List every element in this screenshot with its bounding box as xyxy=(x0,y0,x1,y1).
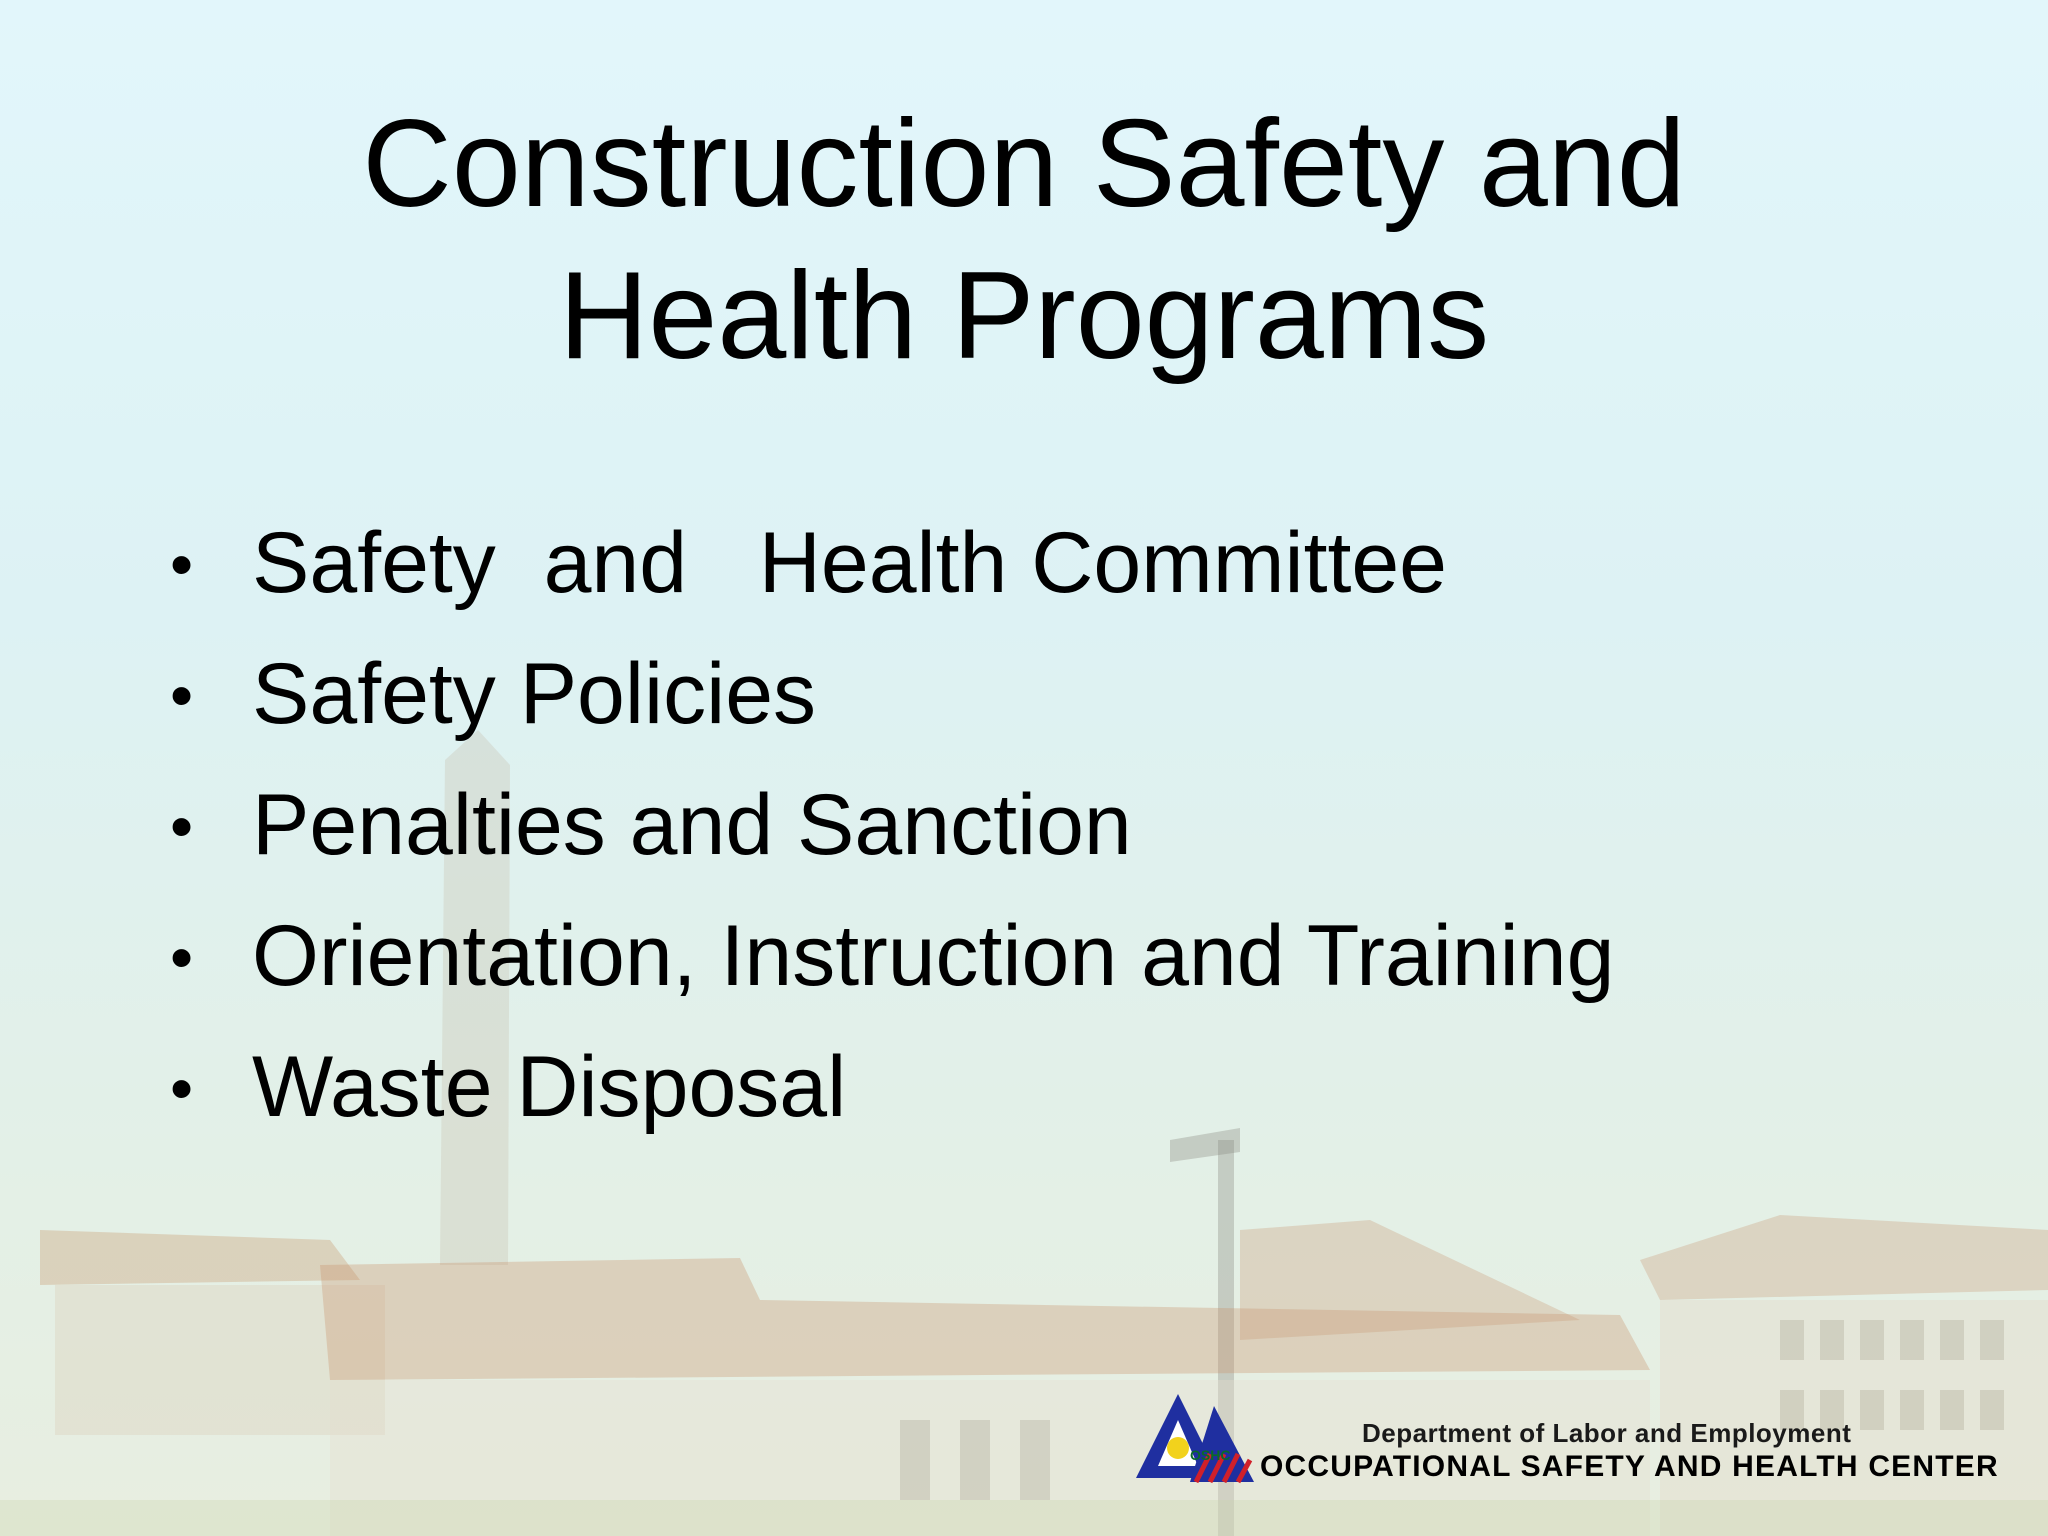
department-name: Department of Labor and Employment xyxy=(1362,1418,1852,1448)
bullet-text: Penalties and Sanction xyxy=(252,777,1132,873)
bullet-text: Safety and Health Committee xyxy=(252,515,1448,611)
bullet-dot-icon: • xyxy=(170,526,194,601)
footer-branding xyxy=(1130,1390,2020,1490)
oshc-logo-icon xyxy=(1130,1390,1260,1490)
center-name: OCCUPATIONAL SAFETY AND HEALTH CENTER xyxy=(1260,1450,1999,1483)
bullet-dot-icon: • xyxy=(170,788,194,863)
bullet-item-safety-policies xyxy=(170,629,1614,760)
slide-title: Construction Safety and Health Programs xyxy=(362,95,1686,385)
bullet-item-penalties-sanction xyxy=(170,760,1614,891)
bullet-item-waste-disposal xyxy=(170,1022,1614,1153)
bullet-list xyxy=(170,498,1614,1153)
bullet-text: Safety Policies xyxy=(252,646,817,742)
bullet-dot-icon: • xyxy=(170,657,194,732)
bullet-item-orientation-training xyxy=(170,891,1614,1022)
bullet-item-safety-health-committee xyxy=(170,498,1614,629)
logo-lettering: OSHC xyxy=(1190,1447,1231,1463)
bullet-dot-icon: • xyxy=(170,919,194,994)
bullet-text: Orientation, Instruction and Training xyxy=(252,908,1615,1004)
bullet-text: Waste Disposal xyxy=(252,1039,847,1135)
bullet-dot-icon: • xyxy=(170,1050,194,1125)
